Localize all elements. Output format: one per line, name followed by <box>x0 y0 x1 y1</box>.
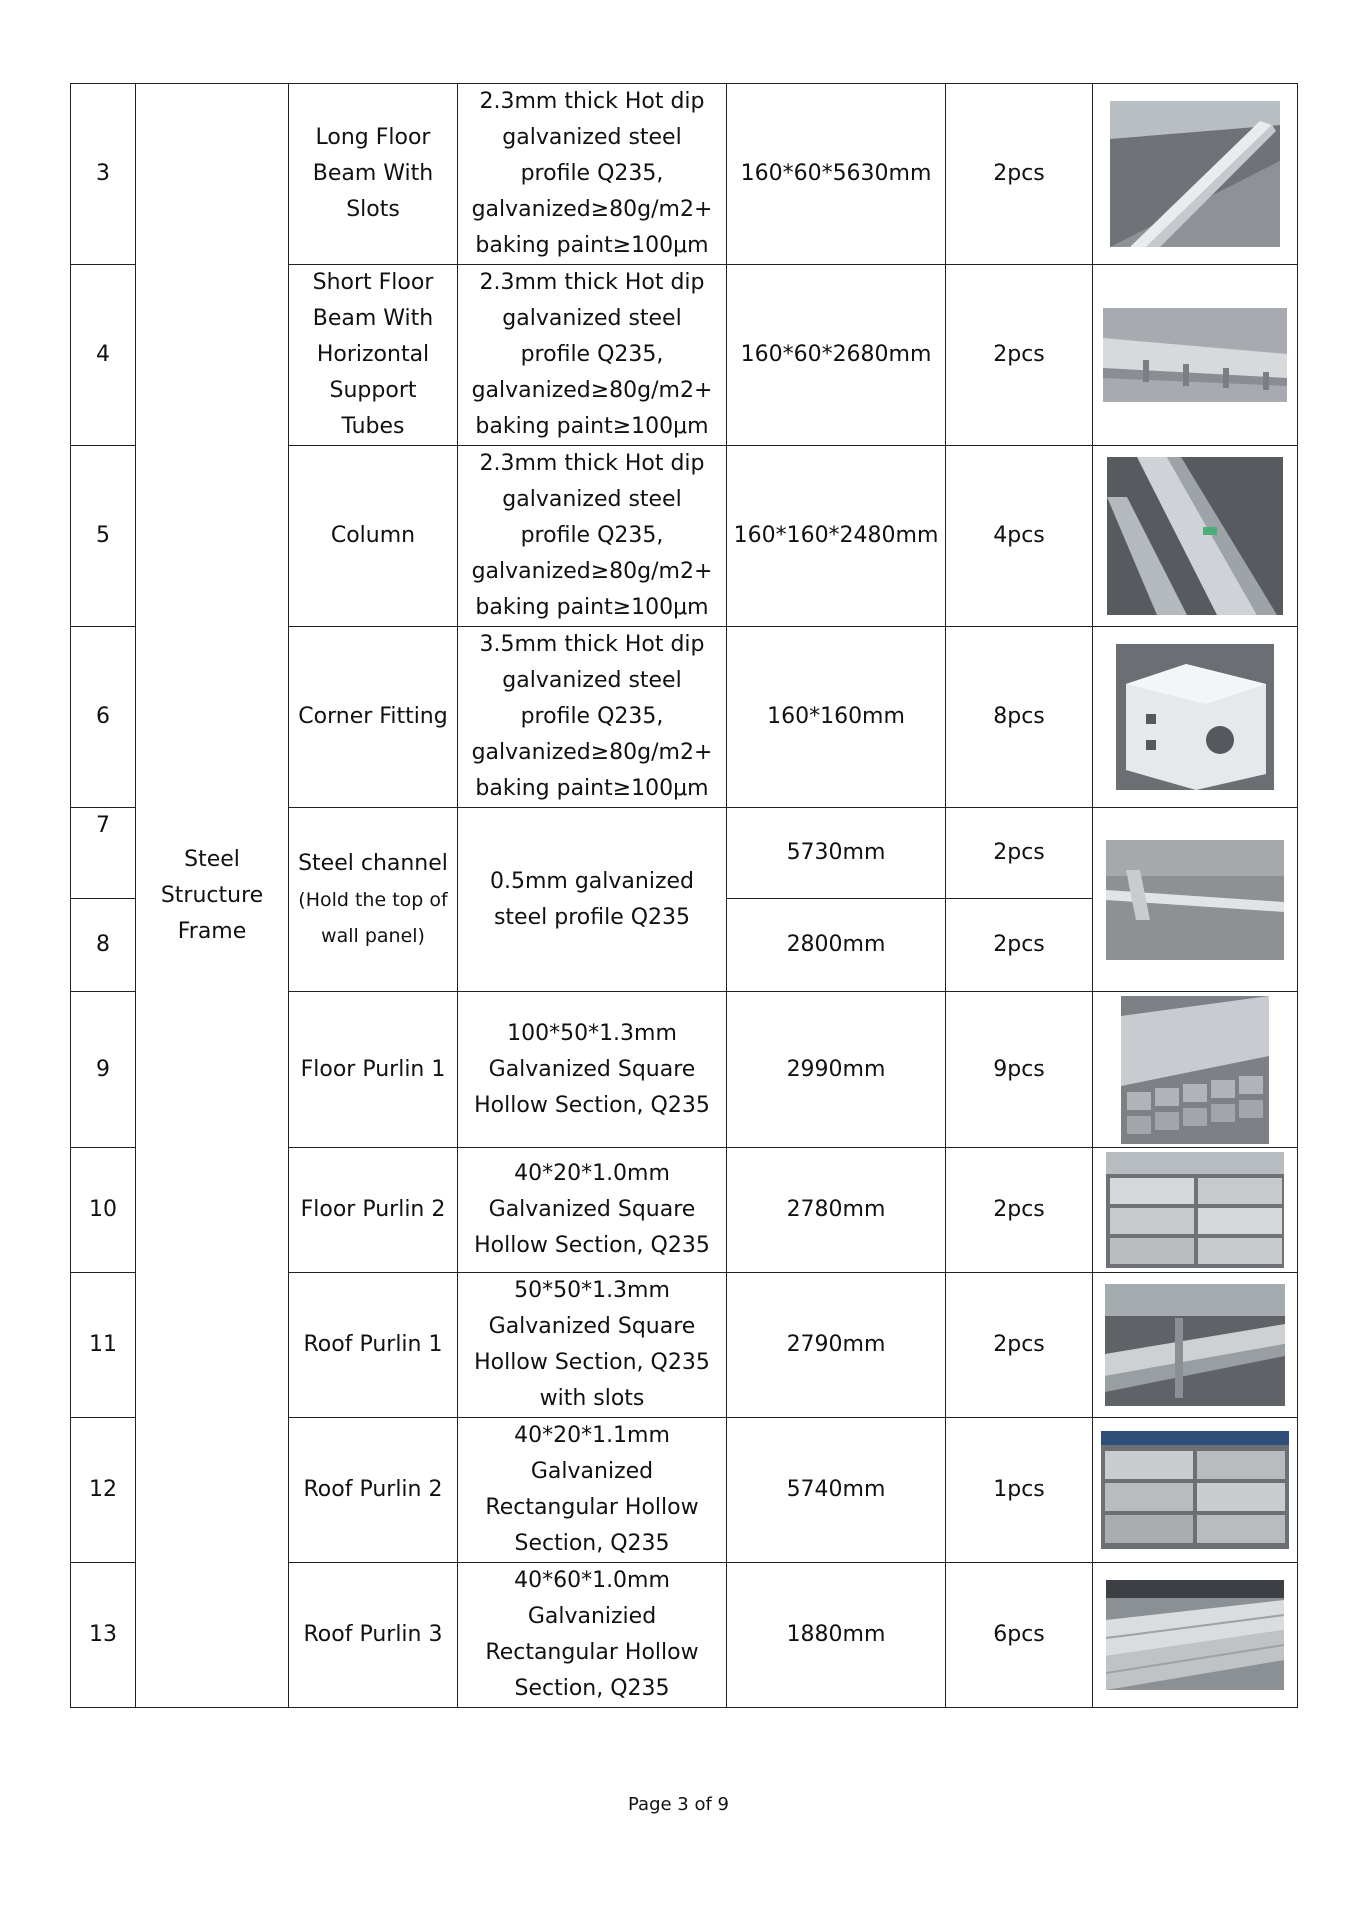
item-photo-cell <box>1093 808 1298 992</box>
item-size: 2790mm <box>727 1273 946 1418</box>
item-number: 6 <box>71 627 136 808</box>
item-material: 2.3mm thick Hot dip galvanized steel profile Q235, galvanized≥80g/m2+ baking paint≥100μm <box>458 84 727 265</box>
item-photo-cell <box>1093 627 1298 808</box>
spec-table <box>70 83 1298 1708</box>
item-name: Corner Fitting <box>289 627 458 808</box>
item-number: 8 <box>71 899 136 992</box>
item-name: Floor Purlin 2 <box>289 1148 458 1273</box>
item-photo-cell <box>1093 1418 1298 1563</box>
item-number: 7 <box>71 808 136 899</box>
item-name: Roof Purlin 2 <box>289 1418 458 1563</box>
item-qty: 6pcs <box>946 1563 1093 1708</box>
floor-purlin-1-photo <box>1121 996 1269 1144</box>
item-name: Roof Purlin 3 <box>289 1563 458 1708</box>
item-size: 2990mm <box>727 992 946 1148</box>
roof-purlin-1-photo <box>1105 1284 1285 1406</box>
item-photo-cell <box>1093 1273 1298 1418</box>
item-qty: 9pcs <box>946 992 1093 1148</box>
item-name: Roof Purlin 1 <box>289 1273 458 1418</box>
item-number: 5 <box>71 446 136 627</box>
item-material: 3.5mm thick Hot dip galvanized steel profile Q235, galvanized≥80g/m2+ baking paint≥100μm <box>458 627 727 808</box>
steel-channel-photo <box>1106 840 1284 960</box>
item-photo-cell <box>1093 446 1298 627</box>
roof-purlin-3-photo <box>1106 1580 1284 1690</box>
item-size: 5740mm <box>727 1418 946 1563</box>
page-footer: Page 3 of 9 <box>628 1794 729 1815</box>
item-size: 160*60*2680mm <box>727 265 946 446</box>
item-material: 40*20*1.0mm Galvanized Square Hollow Section, Q235 <box>458 1148 727 1273</box>
floor-purlin-2-photo <box>1106 1152 1284 1268</box>
item-photo-cell <box>1093 1148 1298 1273</box>
item-material: 100*50*1.3mm Galvanized Square Hollow Section, Q235 <box>458 992 727 1148</box>
item-number: 10 <box>71 1148 136 1273</box>
item-size: 2780mm <box>727 1148 946 1273</box>
item-size: 2800mm <box>727 899 946 992</box>
item-qty: 4pcs <box>946 446 1093 627</box>
item-name: Short Floor Beam With Horizontal Support Tubes <box>289 265 458 446</box>
item-number: 11 <box>71 1273 136 1418</box>
item-qty: 2pcs <box>946 808 1093 899</box>
item-qty: 2pcs <box>946 899 1093 992</box>
item-size: 160*160*2480mm <box>727 446 946 627</box>
item-qty: 2pcs <box>946 1273 1093 1418</box>
item-qty: 8pcs <box>946 627 1093 808</box>
item-number: 13 <box>71 1563 136 1708</box>
item-name: Long Floor Beam With Slots <box>289 84 458 265</box>
item-note: (Hold the top of wall panel) <box>298 888 448 947</box>
item-photo-cell <box>1093 265 1298 446</box>
item-material: 40*60*1.0mm Galvanizied Rectangular Hollow Section, Q235 <box>458 1563 727 1708</box>
long-floor-beam-photo <box>1110 101 1280 247</box>
item-number: 3 <box>71 84 136 265</box>
corner-fitting-photo <box>1116 644 1274 790</box>
item-size: 160*60*5630mm <box>727 84 946 265</box>
item-size: 5730mm <box>727 808 946 899</box>
item-qty: 2pcs <box>946 1148 1093 1273</box>
item-name: Column <box>289 446 458 627</box>
item-qty: 1pcs <box>946 1418 1093 1563</box>
item-material: 2.3mm thick Hot dip galvanized steel profile Q235, galvanized≥80g/m2+ baking paint≥100μm <box>458 265 727 446</box>
item-photo-cell <box>1093 1563 1298 1708</box>
item-qty: 2pcs <box>946 84 1093 265</box>
item-name: Floor Purlin 1 <box>289 992 458 1148</box>
item-qty: 2pcs <box>946 265 1093 446</box>
item-photo-cell <box>1093 992 1298 1148</box>
item-material: 0.5mm galvanized steel profile Q235 <box>458 808 727 992</box>
category-cell: Steel Structure Frame <box>136 84 289 1708</box>
item-material: 40*20*1.1mm Galvanized Rectangular Hollow Section, Q235 <box>458 1418 727 1563</box>
item-number: 4 <box>71 265 136 446</box>
roof-purlin-2-photo <box>1101 1431 1289 1549</box>
item-photo-cell <box>1093 84 1298 265</box>
item-size: 1880mm <box>727 1563 946 1708</box>
item-material: 50*50*1.3mm Galvanized Square Hollow Section, Q235 with slots <box>458 1273 727 1418</box>
column-photo <box>1107 457 1283 615</box>
item-name: Steel channel <box>298 850 448 876</box>
item-number: 9 <box>71 992 136 1148</box>
item-size: 160*160mm <box>727 627 946 808</box>
item-number: 12 <box>71 1418 136 1563</box>
item-material: 2.3mm thick Hot dip galvanized steel profile Q235, galvanized≥80g/m2+ baking paint≥100μm <box>458 446 727 627</box>
item-name-cell <box>289 808 458 992</box>
table-row <box>71 84 1298 265</box>
short-floor-beam-photo <box>1103 308 1287 402</box>
